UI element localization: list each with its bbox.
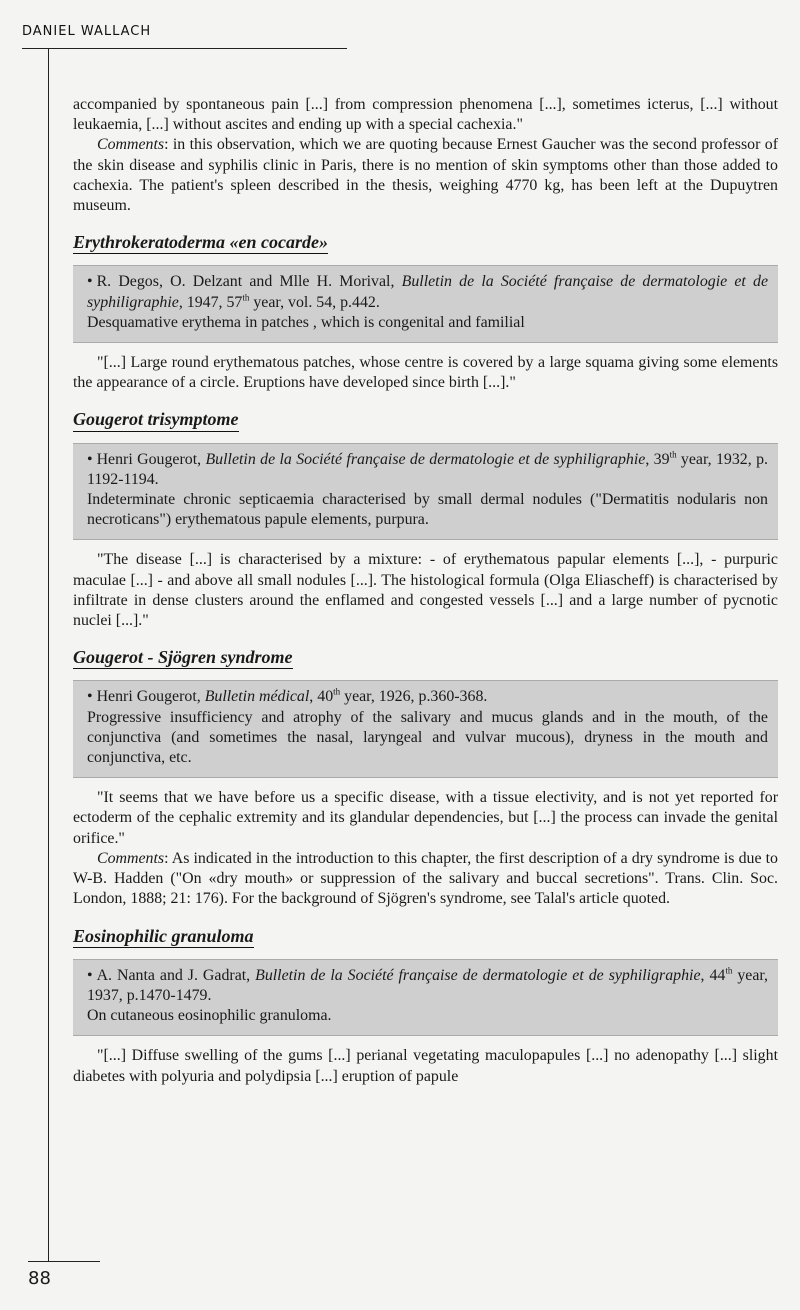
ref-pre: , 39 — [645, 450, 670, 468]
header-rule — [22, 48, 347, 49]
page-number: 88 — [28, 1268, 51, 1289]
margin-rule — [48, 48, 49, 1261]
ref-authors: Henri Gougerot, — [96, 688, 205, 706]
reference-box — [73, 265, 778, 343]
ref-venue: Bulletin de la Société française de dermatologie et de syphiligraphie — [205, 450, 646, 468]
ref-venue: Bulletin de la Société française de dermatologie et de syphiligraphie — [255, 966, 701, 984]
comments-label: Comments — [97, 136, 165, 154]
section-quote: "The disease [...] is characterised by a mixture: - of erythematous papular elements [...], - purpuric maculae [...] - and above all small nodules [...]. The histological formula (Olga Eliascheff) is characterised by infiltrate in dense clusters around the enflamed and congested vessels [...] and a large number of pycnotic nuclei [...]." — [73, 551, 778, 630]
section — [73, 910, 778, 1087]
ref-description: Indeterminate chronic septicaemia characterised by small dermal nodules ("Dermatitis nodularis non necroticans") erythematous papule elements, purpura. — [87, 491, 768, 529]
ref-sup: th — [333, 687, 341, 698]
bullet-icon: • — [87, 273, 93, 291]
ref-pre: , 40 — [309, 688, 334, 706]
page-body — [73, 95, 778, 1087]
comments-text: : As indicated in the introduction to this chapter, the first description of a dry syndrome is due to W-B. Hadden ("On «dry mouth» or suppression of the salivary and buccal secretions". Trans. Clin. Soc. London, 1888; 21: 176). For the background of Sjögren's syndrome, see Talal's article quoted. — [73, 849, 778, 908]
ref-sup: th — [669, 449, 677, 460]
section-heading: Gougerot - Sjögren syndrome — [73, 647, 293, 669]
ref-post: year, 1932, p. 1192-1194. — [87, 450, 768, 488]
section-quote: "It seems that we have before us a specific disease, with a tissue electivity, and is not yet reported for ectoderm of the cephalic extremity and its glandular dependencies, but [...] the process can invade the genital orifice." — [73, 789, 778, 847]
reference-box — [73, 959, 778, 1037]
intro-comments — [73, 135, 778, 216]
ref-authors: R. Degos, O. Delzant and Mlle H. Morival, — [96, 273, 402, 291]
ref-authors: A. Nanta and J. Gadrat, — [96, 966, 256, 984]
section-heading: Eosinophilic granuloma — [73, 926, 254, 948]
footer-rule — [28, 1261, 100, 1262]
comments-text: : in this observation, which we are quoting because Ernest Gaucher was the second professor of the skin disease and syphilis clinic in Paris, there is no mention of skin symptoms other than those added to cachexia. The patient's spleen described in the thesis, weighing 4770 kg, has been left at the Dupuytren museum. — [73, 136, 778, 215]
section-heading: Erythrokeratoderma «en cocarde» — [73, 232, 328, 254]
bullet-icon: • — [87, 966, 93, 984]
section-quote: "[...] Diffuse swelling of the gums [...] perianal vegetating maculopapules [...] no adenopathy [...] slight diabetes with polyuria and polydipsia [...] eruption of papule — [73, 1047, 778, 1085]
bullet-icon: • — [87, 450, 93, 468]
ref-description: Desquamative erythema in patches , which is congenital and familial — [87, 313, 525, 331]
running-head: DANIEL WALLACH — [22, 24, 152, 39]
section-comments — [73, 849, 778, 910]
section-quote: "[...] Large round erythematous patches, whose centre is covered by a large squama giving some elements the appearance of a circle. Eruptions have developed since birth [...]." — [73, 354, 778, 392]
section — [73, 631, 778, 909]
reference-box — [73, 680, 778, 778]
reference-box — [73, 443, 778, 541]
ref-sup: th — [725, 965, 733, 976]
section — [73, 393, 778, 631]
ref-pre: , 44 — [700, 966, 726, 984]
ref-sup: th — [242, 292, 250, 303]
ref-post: year, 1926, p.360-368. — [340, 688, 488, 706]
ref-authors: Henri Gougerot, — [96, 450, 206, 468]
ref-pre: , 1947, 57 — [178, 293, 243, 311]
ref-post: year, 1937, p.1470-1479. — [87, 966, 769, 1004]
ref-venue: Bulletin de la Société française de dermatologie et de syphiligraphie — [87, 273, 769, 311]
bullet-icon: • — [87, 688, 93, 706]
sections — [73, 216, 778, 1087]
intro-continuation: accompanied by spontaneous pain [...] from compression phenomena [...], sometimes icterus, [...] without leukaemia, [...] without ascites and ending up with a special cachexia." — [73, 96, 778, 134]
ref-post: year, vol. 54, p.442. — [249, 293, 380, 311]
comments-label: Comments — [97, 849, 165, 867]
section-heading: Gougerot trisymptome — [73, 409, 239, 431]
ref-venue: Bulletin médical — [204, 688, 310, 706]
section — [73, 216, 778, 393]
ref-description: Progressive insufficiency and atrophy of the salivary and mucus glands and in the mouth, of the conjunctiva (and sometimes the nasal, laryngeal and vulvar mucous), dryness in the mouth and conjunctiva, etc. — [87, 708, 768, 767]
ref-description: On cutaneous eosinophilic granuloma. — [87, 1007, 332, 1025]
